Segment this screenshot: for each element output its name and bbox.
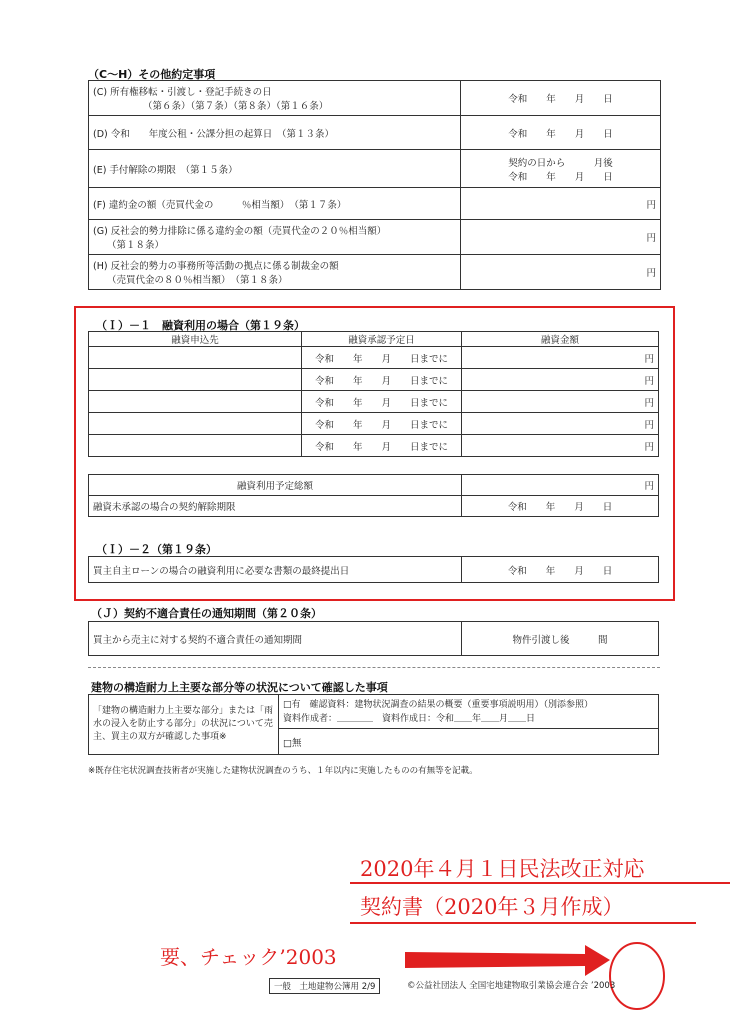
form-label: 一般 土地建物公簿用 2/9 [269,978,380,994]
loan-total-table [88,474,659,517]
table-row [89,435,659,457]
structure-option-yes[interactable]: □有 確認資料：建物状況調査の結果の概要（重要事項説明用）（別添参照） 資料作成者：＿＿＿＿ 資料作成日：令和＿＿年＿＿月＿＿日 [279,695,659,729]
loan-amount-cell[interactable]: 円 [462,369,659,391]
lender-cell[interactable] [89,347,302,369]
table-row [89,695,659,729]
notice-period-table [88,621,659,656]
section-i2-title: （Ｉ）－２（第１９条） [96,543,217,556]
section-i1-title: （Ｉ）－１ 融資利用の場合（第１９条） [96,319,305,332]
annotation-check-note: 要、チェック’2003 [160,945,337,969]
publisher-credit: ©公益社団法人 全国宅地建物取引業協会連合会 ’2003 [407,981,616,991]
loan-amount-cell[interactable]: 円 [462,391,659,413]
section-j-title: （Ｊ）契約不適合責任の通知期間（第２０条） [91,607,322,620]
approval-date-cell[interactable]: 令和 年 月 日までに [302,369,462,391]
term-label-d: (D) 令和 年度公租・公課分担の起算日 （第１３条） [89,116,461,150]
loan-amount-cell[interactable]: 円 [462,435,659,457]
lender-cell[interactable] [89,391,302,413]
table-row [89,188,661,220]
section-ch-title: （C～H）その他約定事項 [88,68,216,81]
table-row [89,220,661,255]
annotation-underline-2 [350,922,696,924]
section-structure-title: 建物の構造耐力上主要な部分等の状況について確認した事項 [91,681,388,694]
table-row [89,496,659,517]
annotation-law-revision: 2020年４月１日民法改正対応 [360,857,645,881]
approval-date-cell[interactable]: 令和 年 月 日までに [302,435,462,457]
self-loan-table [88,556,659,583]
self-loan-label: 買主自主ローンの場合の融資利用に必要な書類の最終提出日 [89,557,462,583]
term-label-c: (C) 所有権移転・引渡し・登記手続きの日 （第６条）（第７条）（第８条）（第１６条） [89,81,461,116]
table-row [89,475,659,496]
term-value-e[interactable]: 契約の日から 月後 令和 年 月 日 [461,150,661,188]
term-value-h[interactable]: 円 [461,255,661,290]
lender-cell[interactable] [89,413,302,435]
term-value-f[interactable]: 円 [461,188,661,220]
term-value-c[interactable]: 令和 年 月 日 [461,81,661,116]
table-row [89,369,659,391]
table-header-row [89,332,659,347]
loan-deadline-value[interactable]: 令和 年 月 日 [462,496,659,517]
lender-cell[interactable] [89,369,302,391]
approval-date-cell[interactable]: 令和 年 月 日までに [302,413,462,435]
table-row [89,150,661,188]
table-row [89,557,659,583]
header-approval-date: 融資承認予定日 [302,332,462,347]
notice-period-value[interactable]: 物件引渡し後 間 [462,622,659,656]
other-terms-table [88,80,661,290]
term-label-e: (E) 手付解除の期限 （第１５条） [89,150,461,188]
table-row [89,81,661,116]
annotation-contract-date: 契約書（2020年３月作成） [360,895,624,919]
table-row [89,255,661,290]
section-divider [88,667,660,668]
loan-table [88,331,659,457]
loan-total-value[interactable]: 円 [462,475,659,496]
term-label-g: (G) 反社会的勢力排除に係る違約金の額（売買代金の２０％相当額） （第１８条） [89,220,461,255]
term-label-h: (H) 反社会的勢力の事務所等活動の拠点に係る制裁金の額 （売買代金の８０％相当額） （第１８条） [89,255,461,290]
annotation-underline-1 [350,882,730,884]
table-row [89,413,659,435]
structure-footnote: ※既存住宅状況調査技術者が実施した建物状況調査のうち、１年以内に実施したものの有無等を記載。 [88,766,478,776]
term-label-f: (F) 違約金の額（売買代金の ％相当額） （第１７条） [89,188,461,220]
loan-total-label: 融資利用予定総額 [89,475,462,496]
term-value-d[interactable]: 令和 年 月 日 [461,116,661,150]
header-lender: 融資申込先 [89,332,302,347]
structure-check-table [88,694,659,755]
table-row [89,347,659,369]
loan-amount-cell[interactable]: 円 [462,413,659,435]
term-value-g[interactable]: 円 [461,220,661,255]
notice-period-label: 買主から売主に対する契約不適合責任の通知期間 [89,622,462,656]
loan-deadline-label: 融資未承認の場合の契約解除期限 [89,496,462,517]
loan-amount-cell[interactable]: 円 [462,347,659,369]
header-loan-amount: 融資金額 [462,332,659,347]
approval-date-cell[interactable]: 令和 年 月 日までに [302,347,462,369]
self-loan-date[interactable]: 令和 年 月 日 [462,557,659,583]
lender-cell[interactable] [89,435,302,457]
table-row [89,116,661,150]
table-row [89,391,659,413]
structure-check-label: 「建物の構造耐力上主要な部分」または「雨水の浸入を防止する部分」の状況について売主、買主の双方が確認した事項※ [89,695,279,755]
approval-date-cell[interactable]: 令和 年 月 日までに [302,391,462,413]
table-row [89,622,659,656]
structure-option-no[interactable]: □無 [279,729,659,755]
